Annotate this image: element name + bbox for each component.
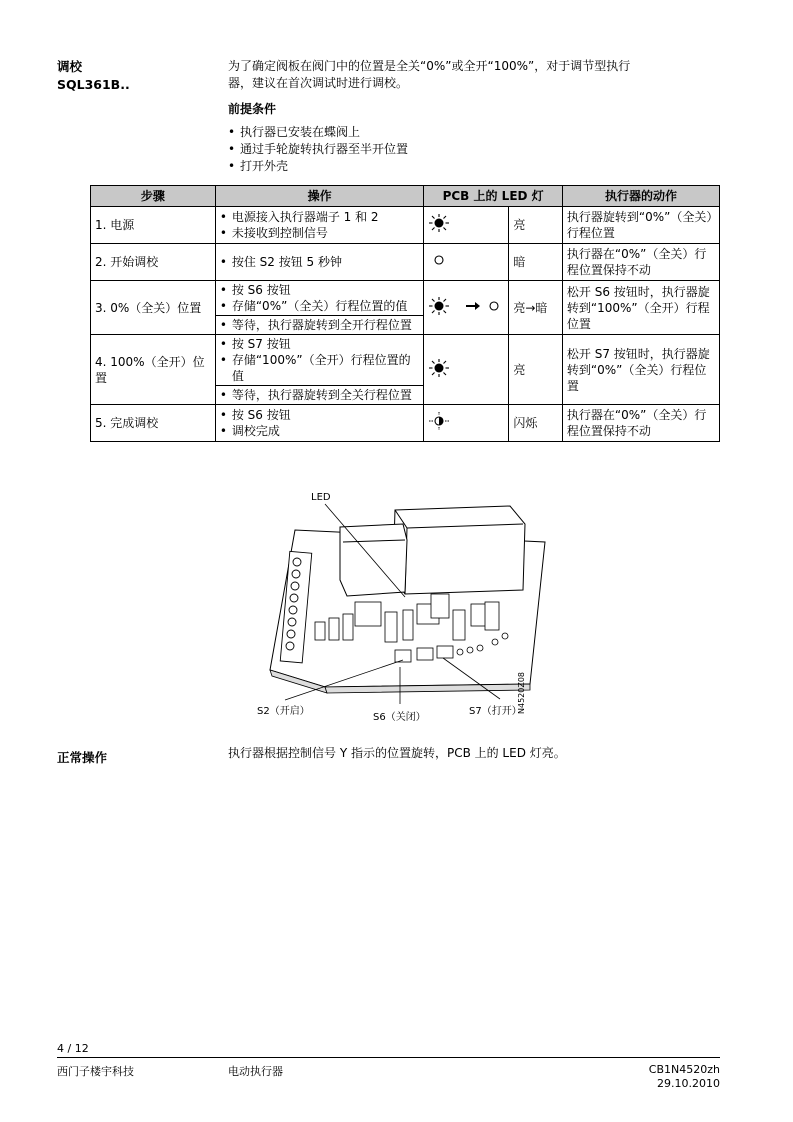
operation-cell [215,405,424,442]
product-name: 电动执行器 [228,1065,283,1078]
step-cell: 2. 开始调校 [91,244,216,281]
s7-label: S7（打开） [469,706,522,717]
page-number: 4 / 12 [57,1042,89,1055]
led-label: LED [311,492,331,503]
action-cell: 执行器在“0%”（全关）行程位置保持不动 [562,244,719,281]
doc-date: 29.10.2010 [657,1077,720,1090]
action-cell: 执行器旋转到“0%”（全关）行程位置 [562,207,719,244]
led-blink-icon [428,412,450,430]
table-header-row [91,186,720,207]
action-cell: 松开 S7 按钮时，执行器旋转到“0%”（全关）行程位置 [562,335,719,405]
prereq-item: • 执行器已安装在蝶阀上 [228,124,408,141]
led-state-cell: 亮→暗 [509,281,563,335]
header-led: PCB 上的 LED 灯 [424,186,563,207]
step-cell: 5. 完成调校 [91,405,216,442]
led-icon-cell [424,244,509,281]
calibration-table [90,185,720,442]
section-title: 正常操作 [57,750,108,765]
intro-line: 器，建议在首次调试时进行调校。 [228,76,409,90]
operation-item: • 调校完成 [220,423,420,439]
led-icon-cell [424,335,509,405]
led-on-icon [428,214,450,232]
led-state-cell: 暗 [509,244,563,281]
operation-item: • 存储“100%”（全开）行程位置的值 [220,352,420,384]
step-cell: 3. 0%（全关）位置 [91,281,216,335]
prereq-heading: 前提条件 [228,102,277,116]
prereq-item: • 通过手轮旋转执行器至半开位置 [228,141,408,158]
led-state-cell: 亮 [509,207,563,244]
led-on-to-off-icon [428,297,504,315]
operation-cell [215,244,424,281]
operation-cell [215,281,424,335]
action-cell: 松开 S6 按钮时，执行器旋转到“100%”（全开）行程位置 [562,281,719,335]
table-row [91,335,720,405]
operation-item: • 等待，执行器旋转到全开行程位置 [220,317,420,333]
led-state-cell: 闪烁 [509,405,563,442]
led-state-cell: 亮 [509,335,563,405]
prereq-item: • 打开外壳 [228,158,408,175]
operation-item: • 按住 S2 按钮 5 秒钟 [220,254,420,270]
led-on-icon [428,359,450,377]
table-row [91,207,720,244]
operation-item: • 存储“0%”（全关）行程位置的值 [220,298,420,314]
step-cell: 4. 100%（全开）位置 [91,335,216,405]
led-icon-cell [424,405,509,442]
operation-item: • 按 S6 按钮 [220,407,420,423]
led-icon-cell [424,281,509,335]
figure-code: N4520Z08 [517,671,526,714]
prereq-list [228,124,408,175]
operation-item: • 等待，执行器旋转到全关行程位置 [220,387,420,403]
header-action: 执行器的动作 [562,186,719,207]
operation-cell [215,207,424,244]
pcb-figure [255,492,565,724]
operation-item: • 电源接入执行器端子 1 和 2 [220,209,420,225]
intro-paragraph [228,58,728,92]
company-name: 西门子楼宇科技 [57,1065,134,1078]
normal-operation-text: 执行器根据控制信号 Y 指示的位置旋转，PCB 上的 LED 灯亮。 [228,746,566,760]
action-cell: 执行器在“0%”（全关）行程位置保持不动 [562,405,719,442]
header-operation: 操作 [215,186,424,207]
operation-item: • 未接收到控制信号 [220,225,420,241]
led-off-icon [428,251,450,269]
table-row [91,281,720,335]
led-icon-cell [424,207,509,244]
header-step: 步骤 [91,186,216,207]
section-subtitle: SQL361B.. [57,77,130,92]
table-row [91,405,720,442]
doc-code: CB1N4520zh [648,1063,720,1076]
table-row [91,244,720,281]
operation-item: • 按 S6 按钮 [220,282,420,298]
step-cell: 1. 电源 [91,207,216,244]
operation-cell [215,335,424,405]
footer-divider [57,1057,720,1058]
intro-line: 为了确定阀板在阀门中的位置是全关“0%”或全开“100%”，对于调节型执行 [228,59,631,73]
operation-item: • 按 S7 按钮 [220,336,420,352]
section-title: 调校 [57,59,83,74]
s6-label: S6（关闭） [373,712,426,723]
s2-label: S2（开启） [257,706,310,717]
